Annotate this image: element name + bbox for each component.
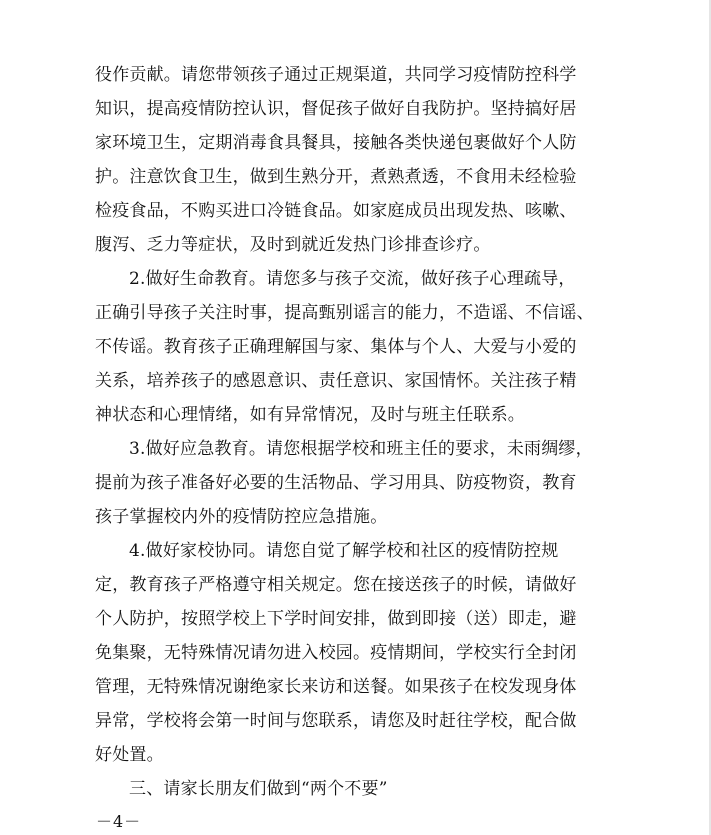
text-line: 4.做好家校协同。请您自觉了解学校和社区的疫情防控规 — [129, 541, 559, 561]
paragraph-hygiene — [95, 58, 625, 262]
text-line: 不传谣。教育孩子正确理解国与家、集体与个人、大爱与小爱的 — [95, 337, 577, 357]
text-line: 3.做好应急教育。请您根据学校和班主任的要求，未雨绸缪， — [129, 439, 593, 459]
text-line: 好处置。 — [95, 745, 164, 765]
text-line: 役作贡献。请您带领孩子通过正规渠道，共同学习疫情防控科学 — [95, 65, 577, 85]
text-line: 神状态和心理情绪，如有异常情况，及时与班主任联系。 — [95, 405, 525, 425]
paragraph-home-school — [95, 534, 625, 772]
paragraph-life-education — [95, 262, 625, 432]
text-line: 提前为孩子准备好必要的生活物品、学习用具、防疫物资，教育 — [95, 473, 577, 493]
section-heading — [95, 772, 625, 806]
text-line: 关系，培养孩子的感恩意识、责任意识、家国情怀。关注孩子精 — [95, 371, 577, 391]
text-line: 知识，提高疫情防控认识，督促孩子做好自我防护。坚持搞好居 — [95, 99, 577, 119]
text-line: 异常，学校将会第一时间与您联系，请您及时赶往学校，配合做 — [95, 711, 577, 731]
text-line: 定，教育孩子严格遵守相关规定。您在接送孩子的时候，请做好 — [95, 575, 577, 595]
page-number: －4－ — [96, 812, 142, 831]
text-line: 检疫食品，不购买进口冷链食品。如家庭成员出现发热、咳嗽、 — [95, 201, 577, 221]
text-line: 正确引导孩子关注时事，提高甄别谣言的能力，不造谣、不信谣、 — [95, 303, 594, 323]
text-line: 免集聚，无特殊情况请勿进入校园。疫情期间，学校实行全封闭 — [95, 643, 577, 663]
document-body — [95, 58, 625, 806]
paragraph-emergency-education — [95, 432, 625, 534]
text-line: 腹泻、乏力等症状，及时到就近发热门诊排查诊疗。 — [95, 235, 491, 255]
text-line: 护。注意饮食卫生，做到生熟分开，煮熟煮透，不食用未经检验 — [95, 167, 577, 187]
text-line: 2.做好生命教育。请您多与孩子交流，做好孩子心理疏导， — [129, 269, 576, 289]
text-line: 管理，无特殊情况谢绝家长来访和送餐。如果孩子在校发现身体 — [95, 677, 577, 697]
text-line: 家环境卫生，定期消毒食具餐具，接触各类快递包裹做好个人防 — [95, 133, 577, 153]
section-heading-text: 三、请家长朋友们做到“两个不要” — [129, 779, 388, 799]
text-line: 个人防护，按照学校上下学时间安排，做到即接（送）即走，避 — [95, 609, 577, 629]
text-line: 孩子掌握校内外的疫情防控应急措施。 — [95, 507, 388, 527]
